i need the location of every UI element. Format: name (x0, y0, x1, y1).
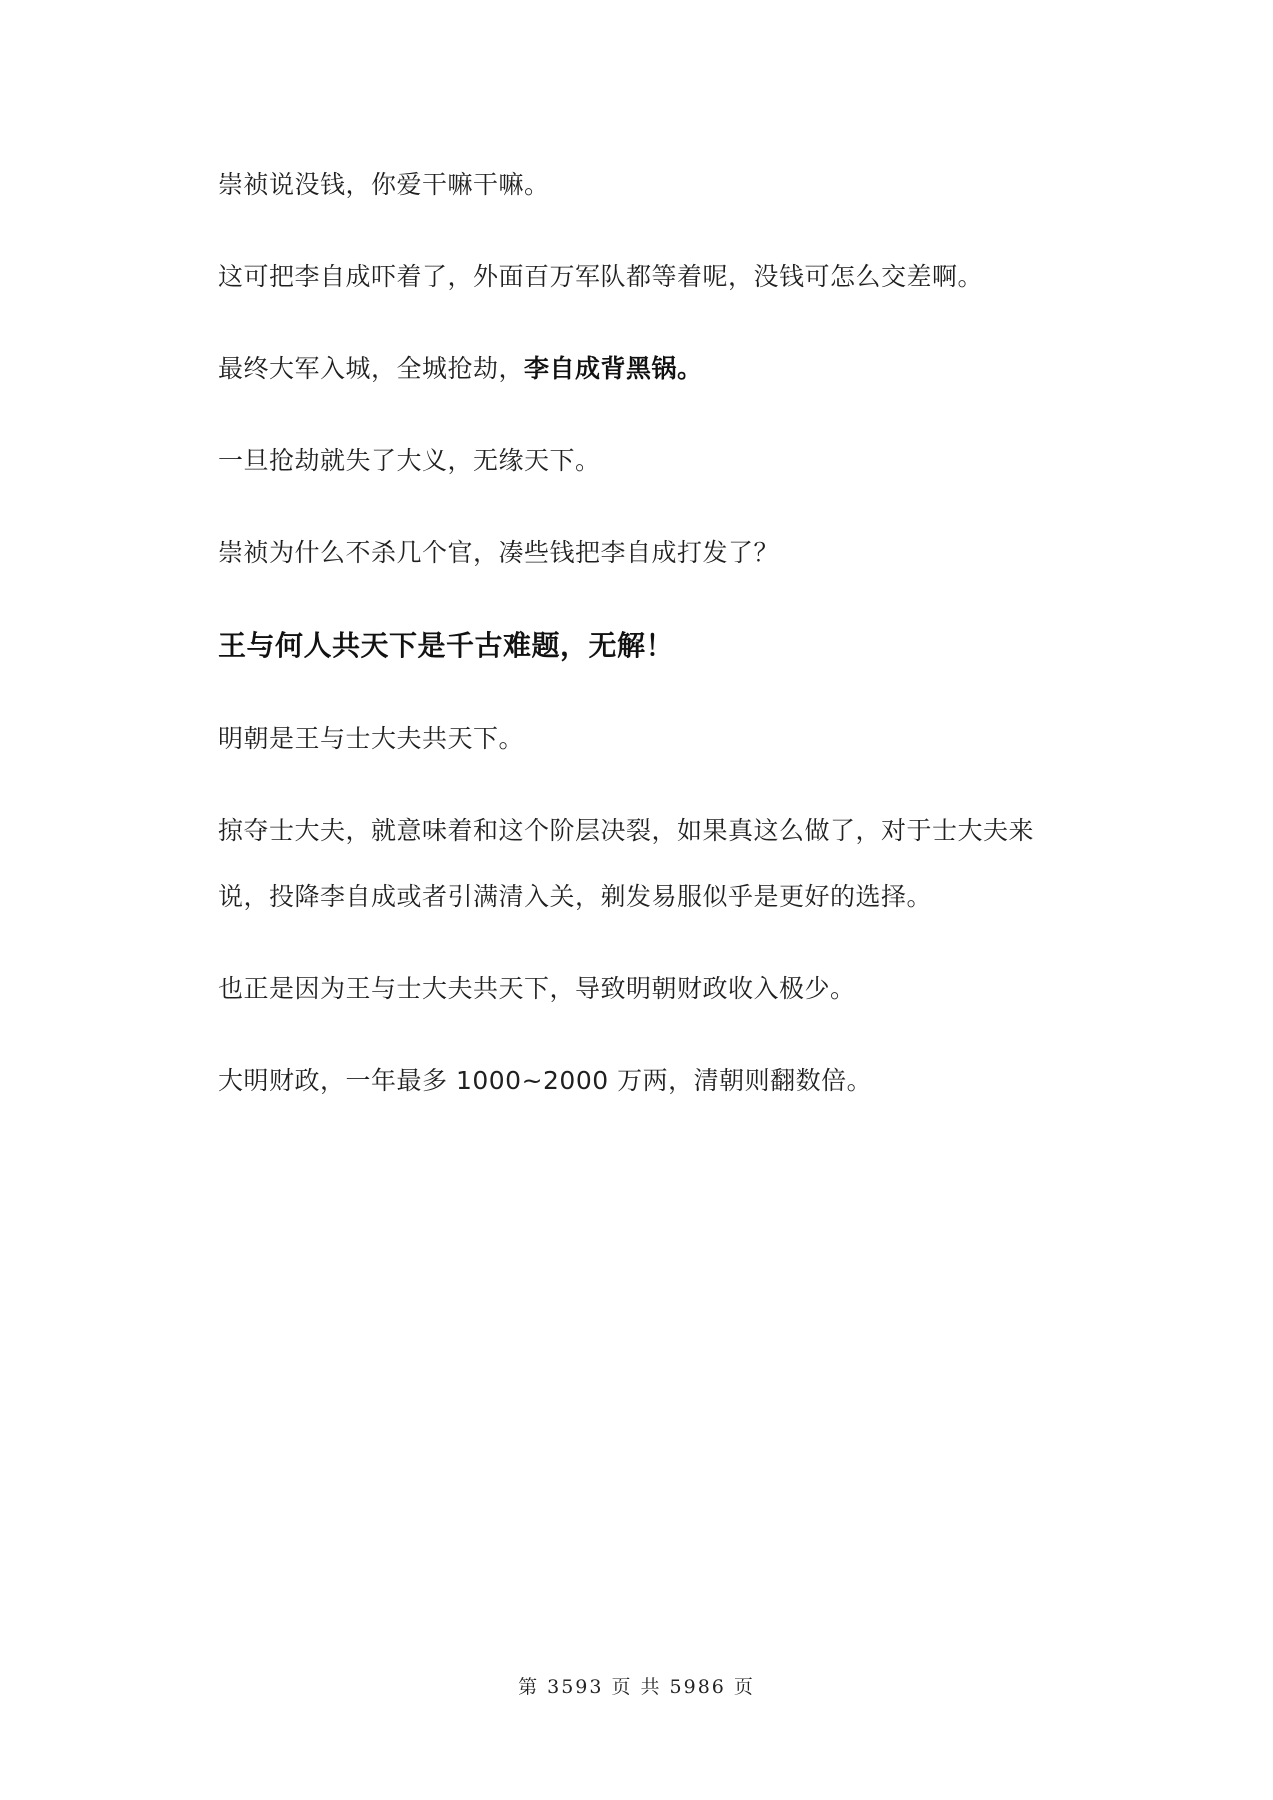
paragraph-1: 崇祯说没钱，你爱干嘛干嘛。 (218, 170, 550, 199)
footer-middle: 页 共 (611, 1676, 662, 1698)
paragraph-5: 崇祯为什么不杀几个官，凑些钱把李自成打发了？ (218, 538, 780, 567)
paragraph-6: 明朝是王与士大夫共天下。 (218, 724, 525, 753)
page-footer (0, 1672, 1273, 1699)
paragraph-8: 也正是因为王与士大夫共天下，导致明朝财政收入极少。 (218, 974, 856, 1003)
paragraph-3-text: 最终大军入城，全城抢劫， (218, 354, 525, 383)
paragraph-9: 大明财政，一年最多 1000~2000 万两，清朝则翻数倍。 (218, 1066, 873, 1095)
section-heading: 王与何人共天下是千古难题，无解！ (218, 629, 675, 662)
footer-prefix: 第 (518, 1676, 540, 1698)
footer-suffix: 页 (733, 1676, 755, 1698)
paragraph-3 (218, 350, 1098, 388)
paragraph-4: 一旦抢劫就失了大义，无缘天下。 (218, 446, 601, 475)
paragraph-3-bold-text: 李自成背黑锅。 (524, 354, 703, 383)
footer-total-pages: 5986 (669, 1676, 726, 1698)
footer-current-page: 3593 (547, 1676, 604, 1698)
page-content (218, 166, 1098, 1100)
paragraph-2: 这可把李自成吓着了，外面百万军队都等着呢，没钱可怎么交差啊。 (218, 262, 984, 291)
paragraph-7-line-2: 说，投降李自成或者引满清入关，剃发易服似乎是更好的选择。 (218, 882, 933, 911)
paragraph-7-line-1: 掠夺士大夫，就意味着和这个阶层决裂，如果真这么做了，对于士大夫来 (218, 816, 1035, 845)
